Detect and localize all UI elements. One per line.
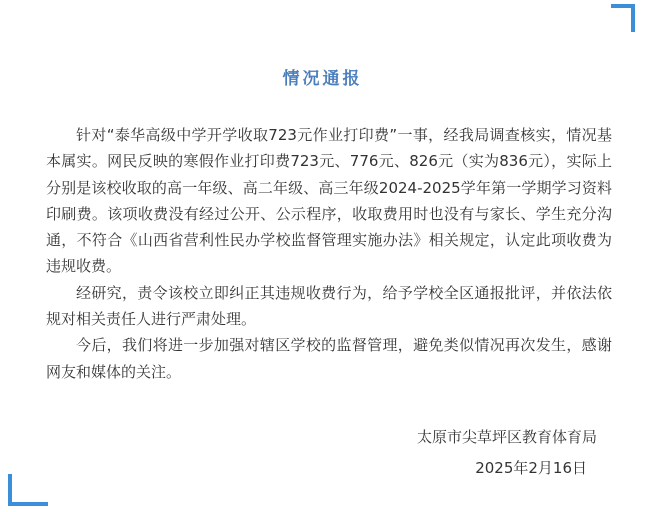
notice-body [46, 122, 612, 385]
notice-title: 情况通报 [282, 69, 363, 89]
paragraph-decision: 经研究，责令该校立即纠正其违规收费行为，给予学校全区通报批评，并依法依规对相关责任人进行严肃处理。 [46, 283, 612, 329]
corner-decoration-bottom-left [8, 474, 48, 506]
signature-date: 2025年2月16日 [475, 459, 587, 477]
corner-decoration-top-right [611, 4, 635, 32]
signature-organization: 太原市尖草坪区教育体育局 [416, 428, 597, 446]
paragraph-closing: 今后，我们将进一步加强对辖区学校的监督管理，避免类似情况再次发生，感谢网友和媒体的关注。 [46, 336, 612, 381]
paragraph-findings: 针对“泰华高级中学开学收取723元作业打印费”一事，经我局调查核实，情况基本属实。网民反映的寒假作业打印费723元、776元、826元（实为836元），实际上分别是该校收取的高一年级、高二年级、高三年级2024-2025学年第一学期学习资料印刷费。该项收费没有经过公开、公示程序，收取费用时也没有与家长、学生充分沟通，不符合《山西省营利性民办学校监督管理实施办法》相关规定，认定此项收费为违规收费。 [46, 126, 612, 276]
